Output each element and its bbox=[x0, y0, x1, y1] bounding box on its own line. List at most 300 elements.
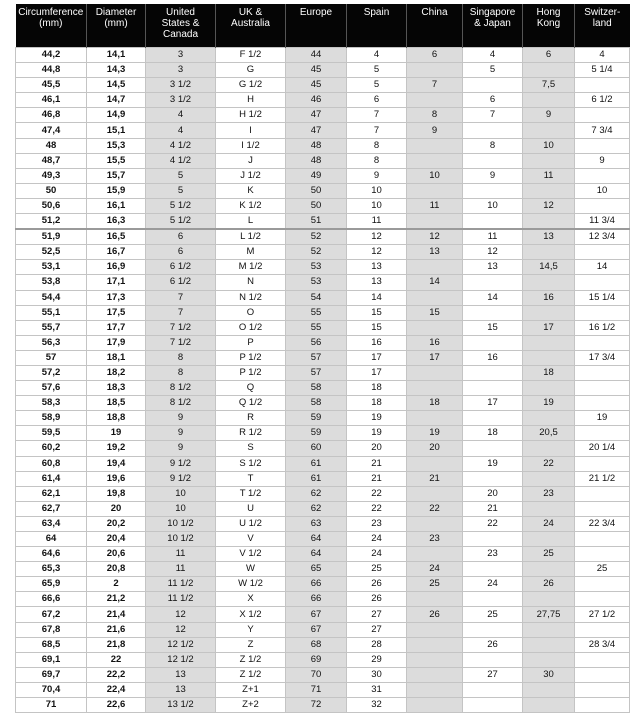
cell-europe: 55 bbox=[286, 320, 347, 335]
cell-uk-australia: O bbox=[216, 305, 286, 320]
cell-china: 15 bbox=[407, 305, 463, 320]
cell-spain: 10 bbox=[347, 198, 407, 213]
cell-hong-kong bbox=[523, 622, 575, 637]
cell-us-canada: 5 1/2 bbox=[146, 198, 216, 213]
cell-circumference: 44,8 bbox=[16, 63, 87, 78]
cell-china: 25 bbox=[407, 577, 463, 592]
cell-spain: 18 bbox=[347, 381, 407, 396]
cell-singapore-japan: 18 bbox=[463, 426, 523, 441]
cell-singapore-japan bbox=[463, 275, 523, 290]
cell-china: 8 bbox=[407, 108, 463, 123]
cell-switzerland bbox=[575, 698, 630, 713]
cell-circumference: 65,9 bbox=[16, 577, 87, 592]
table-row bbox=[16, 441, 630, 456]
cell-hong-kong: 11 bbox=[523, 168, 575, 183]
cell-us-canada: 8 bbox=[146, 350, 216, 365]
cell-uk-australia: Q bbox=[216, 381, 286, 396]
cell-switzerland bbox=[575, 667, 630, 682]
cell-us-canada: 6 1/2 bbox=[146, 260, 216, 275]
cell-china: 7 bbox=[407, 78, 463, 93]
table-row bbox=[16, 607, 630, 622]
table-row bbox=[16, 637, 630, 652]
cell-switzerland: 6 1/2 bbox=[575, 93, 630, 108]
cell-diameter: 14,3 bbox=[87, 63, 146, 78]
header-line: Kong bbox=[536, 18, 561, 29]
cell-hong-kong: 23 bbox=[523, 486, 575, 501]
cell-hong-kong: 7,5 bbox=[523, 78, 575, 93]
cell-circumference: 49,3 bbox=[16, 168, 87, 183]
cell-europe: 59 bbox=[286, 411, 347, 426]
cell-china bbox=[407, 547, 463, 562]
cell-diameter: 21,6 bbox=[87, 622, 146, 637]
header-line: Europe bbox=[299, 7, 333, 18]
cell-us-canada: 3 1/2 bbox=[146, 93, 216, 108]
cell-china bbox=[407, 682, 463, 697]
cell-uk-australia: T 1/2 bbox=[216, 486, 286, 501]
cell-us-canada: 3 1/2 bbox=[146, 78, 216, 93]
cell-uk-australia: I 1/2 bbox=[216, 138, 286, 153]
table-row bbox=[16, 622, 630, 637]
cell-hong-kong: 24 bbox=[523, 516, 575, 531]
cell-singapore-japan: 16 bbox=[463, 350, 523, 365]
table-row bbox=[16, 532, 630, 547]
cell-circumference: 60,2 bbox=[16, 441, 87, 456]
cell-singapore-japan: 21 bbox=[463, 501, 523, 516]
cell-europe: 58 bbox=[286, 381, 347, 396]
cell-europe: 61 bbox=[286, 471, 347, 486]
cell-singapore-japan: 9 bbox=[463, 168, 523, 183]
cell-europe: 63 bbox=[286, 516, 347, 531]
cell-uk-australia: S 1/2 bbox=[216, 456, 286, 471]
header-china bbox=[407, 4, 463, 48]
cell-hong-kong bbox=[523, 698, 575, 713]
cell-switzerland: 20 1/4 bbox=[575, 441, 630, 456]
cell-china bbox=[407, 214, 463, 230]
cell-singapore-japan bbox=[463, 698, 523, 713]
cell-us-canada: 8 1/2 bbox=[146, 396, 216, 411]
table-row bbox=[16, 426, 630, 441]
cell-us-canada: 12 bbox=[146, 622, 216, 637]
cell-spain: 29 bbox=[347, 652, 407, 667]
cell-switzerland bbox=[575, 652, 630, 667]
cell-switzerland bbox=[575, 108, 630, 123]
cell-spain: 18 bbox=[347, 396, 407, 411]
table-row bbox=[16, 229, 630, 245]
table-row bbox=[16, 138, 630, 153]
cell-uk-australia: F 1/2 bbox=[216, 48, 286, 63]
header-line: States & bbox=[161, 18, 200, 29]
cell-singapore-japan: 10 bbox=[463, 198, 523, 213]
cell-spain: 23 bbox=[347, 516, 407, 531]
cell-us-canada: 13 bbox=[146, 667, 216, 682]
cell-us-canada: 7 bbox=[146, 290, 216, 305]
cell-singapore-japan: 25 bbox=[463, 607, 523, 622]
cell-us-canada: 4 bbox=[146, 108, 216, 123]
cell-diameter: 2 bbox=[87, 577, 146, 592]
cell-singapore-japan bbox=[463, 562, 523, 577]
table-row bbox=[16, 93, 630, 108]
cell-china bbox=[407, 153, 463, 168]
cell-singapore-japan: 26 bbox=[463, 637, 523, 652]
cell-singapore-japan: 5 bbox=[463, 63, 523, 78]
table-row bbox=[16, 153, 630, 168]
table-row bbox=[16, 698, 630, 713]
cell-us-canada: 10 1/2 bbox=[146, 516, 216, 531]
cell-europe: 71 bbox=[286, 682, 347, 697]
cell-uk-australia: T bbox=[216, 471, 286, 486]
header-row bbox=[16, 4, 630, 48]
cell-spain: 7 bbox=[347, 108, 407, 123]
cell-diameter: 14,5 bbox=[87, 78, 146, 93]
cell-switzerland bbox=[575, 501, 630, 516]
cell-uk-australia: U bbox=[216, 501, 286, 516]
cell-europe: 66 bbox=[286, 577, 347, 592]
cell-switzerland: 16 1/2 bbox=[575, 320, 630, 335]
cell-spain: 26 bbox=[347, 592, 407, 607]
cell-circumference: 57,2 bbox=[16, 365, 87, 380]
cell-switzerland: 4 bbox=[575, 48, 630, 63]
cell-circumference: 55,7 bbox=[16, 320, 87, 335]
cell-switzerland bbox=[575, 592, 630, 607]
cell-us-canada: 9 1/2 bbox=[146, 471, 216, 486]
cell-diameter: 18,1 bbox=[87, 350, 146, 365]
cell-uk-australia: J 1/2 bbox=[216, 168, 286, 183]
cell-singapore-japan bbox=[463, 471, 523, 486]
cell-europe: 54 bbox=[286, 290, 347, 305]
cell-diameter: 17,1 bbox=[87, 275, 146, 290]
header-line: UK & bbox=[238, 7, 263, 18]
table-row bbox=[16, 275, 630, 290]
cell-singapore-japan: 23 bbox=[463, 547, 523, 562]
cell-singapore-japan: 15 bbox=[463, 320, 523, 335]
cell-spain: 25 bbox=[347, 562, 407, 577]
cell-circumference: 67,8 bbox=[16, 622, 87, 637]
cell-us-canada: 5 1/2 bbox=[146, 214, 216, 230]
cell-europe: 56 bbox=[286, 335, 347, 350]
cell-hong-kong: 30 bbox=[523, 667, 575, 682]
cell-circumference: 45,5 bbox=[16, 78, 87, 93]
cell-us-canada: 12 1/2 bbox=[146, 637, 216, 652]
cell-uk-australia: X bbox=[216, 592, 286, 607]
cell-china bbox=[407, 698, 463, 713]
cell-spain: 13 bbox=[347, 275, 407, 290]
cell-europe: 57 bbox=[286, 350, 347, 365]
cell-spain: 12 bbox=[347, 229, 407, 245]
cell-uk-australia: S bbox=[216, 441, 286, 456]
cell-spain: 6 bbox=[347, 93, 407, 108]
cell-hong-kong bbox=[523, 123, 575, 138]
table-row bbox=[16, 305, 630, 320]
cell-uk-australia: Z 1/2 bbox=[216, 652, 286, 667]
cell-europe: 48 bbox=[286, 153, 347, 168]
header-singapore-japan bbox=[463, 4, 523, 48]
cell-diameter: 14,7 bbox=[87, 93, 146, 108]
cell-singapore-japan: 19 bbox=[463, 456, 523, 471]
table-row bbox=[16, 652, 630, 667]
cell-hong-kong bbox=[523, 63, 575, 78]
cell-singapore-japan: 20 bbox=[463, 486, 523, 501]
cell-hong-kong bbox=[523, 214, 575, 230]
cell-europe: 62 bbox=[286, 501, 347, 516]
cell-us-canada: 4 bbox=[146, 123, 216, 138]
cell-circumference: 57 bbox=[16, 350, 87, 365]
cell-circumference: 71 bbox=[16, 698, 87, 713]
cell-china: 14 bbox=[407, 275, 463, 290]
cell-hong-kong bbox=[523, 350, 575, 365]
cell-circumference: 46,8 bbox=[16, 108, 87, 123]
table-row bbox=[16, 667, 630, 682]
header-us-canada bbox=[146, 4, 216, 48]
cell-europe: 66 bbox=[286, 592, 347, 607]
cell-diameter: 15,9 bbox=[87, 183, 146, 198]
cell-china: 21 bbox=[407, 471, 463, 486]
cell-switzerland bbox=[575, 456, 630, 471]
cell-us-canada: 13 1/2 bbox=[146, 698, 216, 713]
cell-china bbox=[407, 63, 463, 78]
cell-hong-kong: 6 bbox=[523, 48, 575, 63]
cell-circumference: 58,9 bbox=[16, 411, 87, 426]
header-line: (mm) bbox=[39, 18, 63, 29]
cell-circumference: 62,7 bbox=[16, 501, 87, 516]
cell-uk-australia: V 1/2 bbox=[216, 547, 286, 562]
cell-spain: 19 bbox=[347, 411, 407, 426]
cell-europe: 47 bbox=[286, 123, 347, 138]
cell-switzerland bbox=[575, 532, 630, 547]
table-row bbox=[16, 78, 630, 93]
cell-china bbox=[407, 260, 463, 275]
cell-singapore-japan bbox=[463, 381, 523, 396]
cell-circumference: 54,4 bbox=[16, 290, 87, 305]
cell-china bbox=[407, 138, 463, 153]
cell-diameter: 20,2 bbox=[87, 516, 146, 531]
cell-spain: 19 bbox=[347, 426, 407, 441]
cell-china: 10 bbox=[407, 168, 463, 183]
cell-switzerland: 7 3/4 bbox=[575, 123, 630, 138]
cell-diameter: 19 bbox=[87, 426, 146, 441]
cell-diameter: 18,8 bbox=[87, 411, 146, 426]
cell-switzerland bbox=[575, 682, 630, 697]
cell-singapore-japan bbox=[463, 411, 523, 426]
cell-diameter: 20,6 bbox=[87, 547, 146, 562]
header-line: Circumference bbox=[18, 7, 84, 18]
cell-diameter: 15,7 bbox=[87, 168, 146, 183]
table-row bbox=[16, 290, 630, 305]
header-line: (mm) bbox=[104, 18, 128, 29]
table-row bbox=[16, 501, 630, 516]
cell-europe: 47 bbox=[286, 108, 347, 123]
cell-uk-australia: K 1/2 bbox=[216, 198, 286, 213]
cell-switzerland bbox=[575, 381, 630, 396]
cell-circumference: 46,1 bbox=[16, 93, 87, 108]
cell-singapore-japan: 17 bbox=[463, 396, 523, 411]
cell-uk-australia: G bbox=[216, 63, 286, 78]
cell-china bbox=[407, 652, 463, 667]
cell-us-canada: 3 bbox=[146, 48, 216, 63]
cell-switzerland bbox=[575, 396, 630, 411]
cell-europe: 68 bbox=[286, 637, 347, 652]
cell-hong-kong bbox=[523, 305, 575, 320]
header-line: Singapore bbox=[469, 7, 516, 18]
cell-china bbox=[407, 667, 463, 682]
cell-china: 9 bbox=[407, 123, 463, 138]
cell-europe: 49 bbox=[286, 168, 347, 183]
cell-hong-kong bbox=[523, 441, 575, 456]
cell-spain: 16 bbox=[347, 335, 407, 350]
cell-europe: 70 bbox=[286, 667, 347, 682]
header-line: Diameter bbox=[95, 7, 137, 18]
cell-europe: 64 bbox=[286, 547, 347, 562]
cell-hong-kong: 25 bbox=[523, 547, 575, 562]
cell-hong-kong: 9 bbox=[523, 108, 575, 123]
cell-europe: 72 bbox=[286, 698, 347, 713]
cell-singapore-japan: 11 bbox=[463, 229, 523, 245]
header-line: Hong bbox=[536, 7, 561, 18]
cell-china bbox=[407, 93, 463, 108]
table-row bbox=[16, 168, 630, 183]
cell-us-canada: 5 bbox=[146, 183, 216, 198]
cell-switzerland bbox=[575, 78, 630, 93]
cell-uk-australia: U 1/2 bbox=[216, 516, 286, 531]
cell-uk-australia: W bbox=[216, 562, 286, 577]
cell-hong-kong: 17 bbox=[523, 320, 575, 335]
cell-spain: 15 bbox=[347, 305, 407, 320]
cell-uk-australia: R bbox=[216, 411, 286, 426]
cell-switzerland bbox=[575, 577, 630, 592]
cell-us-canada: 7 1/2 bbox=[146, 320, 216, 335]
cell-uk-australia: X 1/2 bbox=[216, 607, 286, 622]
table-row bbox=[16, 245, 630, 260]
cell-spain: 27 bbox=[347, 622, 407, 637]
cell-us-canada: 10 bbox=[146, 486, 216, 501]
cell-diameter: 18,3 bbox=[87, 381, 146, 396]
cell-diameter: 16,3 bbox=[87, 214, 146, 230]
cell-spain: 17 bbox=[347, 350, 407, 365]
cell-europe: 69 bbox=[286, 652, 347, 667]
cell-hong-kong bbox=[523, 183, 575, 198]
table-row bbox=[16, 486, 630, 501]
cell-circumference: 58,3 bbox=[16, 396, 87, 411]
cell-switzerland bbox=[575, 622, 630, 637]
cell-diameter: 20,4 bbox=[87, 532, 146, 547]
cell-europe: 55 bbox=[286, 305, 347, 320]
cell-diameter: 18,2 bbox=[87, 365, 146, 380]
table-row bbox=[16, 123, 630, 138]
header-hong-kong bbox=[523, 4, 575, 48]
cell-switzerland bbox=[575, 245, 630, 260]
cell-europe: 45 bbox=[286, 78, 347, 93]
cell-singapore-japan bbox=[463, 153, 523, 168]
header-line: & Japan bbox=[474, 18, 511, 29]
cell-diameter: 17,7 bbox=[87, 320, 146, 335]
cell-spain: 17 bbox=[347, 365, 407, 380]
cell-uk-australia: Z bbox=[216, 637, 286, 652]
cell-china: 26 bbox=[407, 607, 463, 622]
cell-europe: 50 bbox=[286, 198, 347, 213]
cell-switzerland bbox=[575, 275, 630, 290]
cell-spain: 31 bbox=[347, 682, 407, 697]
cell-circumference: 59,5 bbox=[16, 426, 87, 441]
cell-switzerland: 10 bbox=[575, 183, 630, 198]
cell-spain: 15 bbox=[347, 320, 407, 335]
cell-us-canada: 8 bbox=[146, 365, 216, 380]
cell-singapore-japan: 27 bbox=[463, 667, 523, 682]
cell-switzerland bbox=[575, 198, 630, 213]
cell-circumference: 62,1 bbox=[16, 486, 87, 501]
cell-us-canada: 11 1/2 bbox=[146, 592, 216, 607]
cell-uk-australia: R 1/2 bbox=[216, 426, 286, 441]
cell-circumference: 53,1 bbox=[16, 260, 87, 275]
header-line: Switzer- bbox=[584, 7, 621, 18]
cell-switzerland bbox=[575, 426, 630, 441]
cell-uk-australia: P bbox=[216, 335, 286, 350]
cell-circumference: 57,6 bbox=[16, 381, 87, 396]
cell-diameter: 15,3 bbox=[87, 138, 146, 153]
cell-uk-australia: K bbox=[216, 183, 286, 198]
cell-uk-australia: M 1/2 bbox=[216, 260, 286, 275]
cell-uk-australia: L bbox=[216, 214, 286, 230]
table-row bbox=[16, 516, 630, 531]
cell-diameter: 20,8 bbox=[87, 562, 146, 577]
table-body bbox=[16, 48, 630, 713]
cell-uk-australia: I bbox=[216, 123, 286, 138]
cell-china: 13 bbox=[407, 245, 463, 260]
cell-singapore-japan bbox=[463, 305, 523, 320]
cell-uk-australia: Z 1/2 bbox=[216, 667, 286, 682]
cell-europe: 45 bbox=[286, 63, 347, 78]
cell-spain: 12 bbox=[347, 245, 407, 260]
header-line: United bbox=[166, 7, 195, 18]
cell-us-canada: 9 1/2 bbox=[146, 456, 216, 471]
cell-switzerland bbox=[575, 365, 630, 380]
cell-hong-kong bbox=[523, 93, 575, 108]
cell-china: 22 bbox=[407, 501, 463, 516]
cell-singapore-japan bbox=[463, 532, 523, 547]
cell-diameter: 19,2 bbox=[87, 441, 146, 456]
cell-uk-australia: V bbox=[216, 532, 286, 547]
cell-hong-kong bbox=[523, 335, 575, 350]
table-row bbox=[16, 381, 630, 396]
header-uk-australia bbox=[216, 4, 286, 48]
cell-china: 11 bbox=[407, 198, 463, 213]
cell-china: 18 bbox=[407, 396, 463, 411]
cell-spain: 5 bbox=[347, 78, 407, 93]
cell-hong-kong: 12 bbox=[523, 198, 575, 213]
cell-hong-kong: 26 bbox=[523, 577, 575, 592]
cell-spain: 5 bbox=[347, 63, 407, 78]
cell-hong-kong bbox=[523, 562, 575, 577]
cell-diameter: 21,2 bbox=[87, 592, 146, 607]
cell-diameter: 15,5 bbox=[87, 153, 146, 168]
cell-china bbox=[407, 637, 463, 652]
table-row bbox=[16, 350, 630, 365]
cell-uk-australia: H 1/2 bbox=[216, 108, 286, 123]
cell-circumference: 60,8 bbox=[16, 456, 87, 471]
table-row bbox=[16, 456, 630, 471]
cell-hong-kong bbox=[523, 501, 575, 516]
cell-spain: 7 bbox=[347, 123, 407, 138]
cell-diameter: 16,9 bbox=[87, 260, 146, 275]
cell-hong-kong bbox=[523, 245, 575, 260]
ring-size-table bbox=[15, 4, 630, 713]
cell-singapore-japan bbox=[463, 365, 523, 380]
cell-us-canada: 4 1/2 bbox=[146, 138, 216, 153]
cell-singapore-japan bbox=[463, 652, 523, 667]
header-line: Spain bbox=[363, 7, 390, 18]
cell-circumference: 67,2 bbox=[16, 607, 87, 622]
cell-circumference: 56,3 bbox=[16, 335, 87, 350]
header-line: China bbox=[421, 7, 448, 18]
cell-circumference: 47,4 bbox=[16, 123, 87, 138]
